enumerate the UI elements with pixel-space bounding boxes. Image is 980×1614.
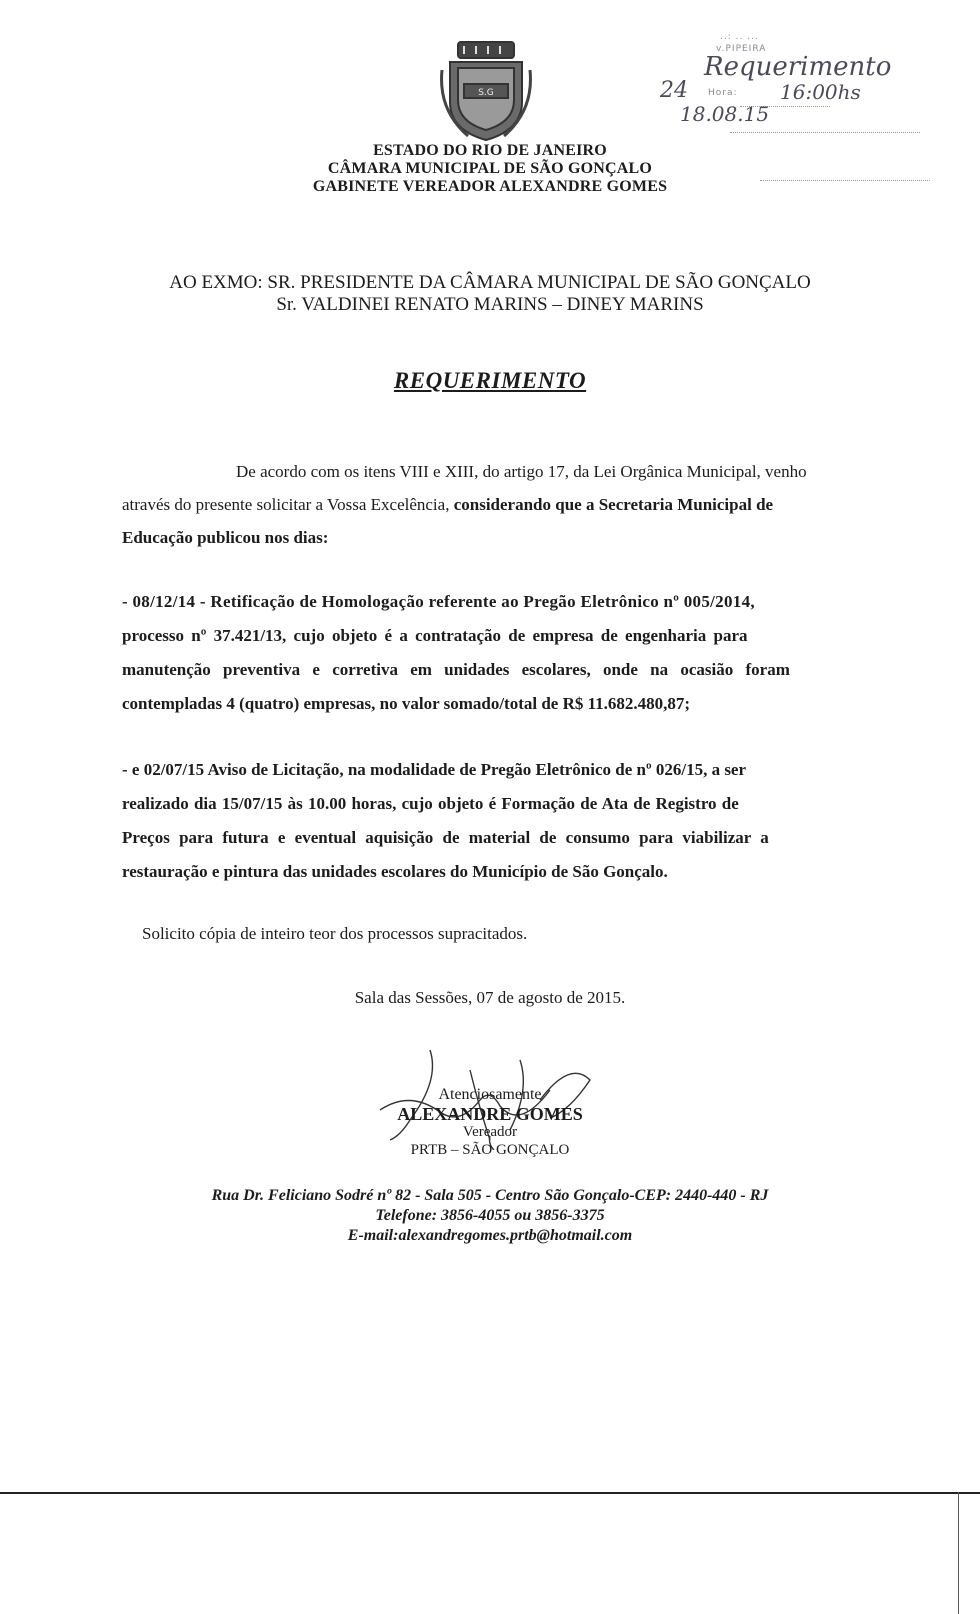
signer-party: PRTB – SÃO GONÇALO: [410, 1142, 570, 1158]
addressee-line-1: AO EXMO: SR. PRESIDENTE DA CÂMARA MUNICIPAL DE SÃO GONÇALO: [169, 272, 811, 293]
footer-address: Rua Dr. Feliciano Sodré nº 82 - Sala 505 - Centro São Gonçalo-CEP: 2440-440 - RJ: [211, 1187, 769, 1204]
body-p1-line-3: Educação publicou nos dias:: [122, 528, 329, 547]
stamp-handwritten-number: 24: [660, 78, 688, 103]
body-p3-line-2: realizado dia 15/07/15 às 10.00 horas, cujo objeto é Formação de Ata de Registro de: [122, 794, 739, 813]
signer-role: Vereador: [462, 1124, 518, 1140]
body-p3-line-3: Preços para futura e eventual aquisição de material de consumo para viabilizar a: [122, 828, 769, 847]
closing-salutation: Atenciosamente: [438, 1086, 542, 1103]
request-sentence: Solicito cópia de inteiro teor dos processos supracitados.: [142, 924, 528, 943]
svg-text:S.G: S.G: [478, 88, 494, 98]
place-date: Sala das Sessões, 07 de agosto de 2015.: [354, 988, 626, 1007]
addressee-line-2: Sr. VALDINEI RENATO MARINS – DINEY MARINS: [276, 294, 704, 315]
document-title: REQUERIMENTO: [393, 368, 587, 393]
header-state: ESTADO DO RIO DE JANEIRO: [373, 142, 607, 159]
body-p2-line-1: - 08/12/14 - Retificação de Homologação referente ao Pregão Eletrônico nº 005/2014,: [122, 592, 755, 611]
header-chamber: CÂMARA MUNICIPAL DE SÃO GONÇALO: [327, 160, 653, 177]
stamp-date: 18.08.15: [680, 102, 770, 126]
stamp-hora-value: 16:00hs: [780, 80, 861, 104]
scan-page-edge-side: [958, 1492, 959, 1614]
footer-email: E-mail:alexandregomes.prtb@hotmail.com: [347, 1227, 633, 1244]
body-p1-line-2b: considerando que a Secretaria Municipal de: [453, 495, 774, 514]
stamp-line-2: v.PIPEIRA: [716, 44, 767, 54]
body-p2-line-3: manutenção preventiva e corretiva em unidades escolares, onde na ocasião foram: [122, 660, 790, 679]
stamp-hora-label: Hora:: [708, 88, 738, 98]
body-p1-line-1: De acordo com os itens VIII e XIII, do artigo 17, da Lei Orgânica Municipal, venho: [236, 462, 807, 481]
stamp-handwritten-word: Requerimento: [704, 52, 892, 82]
header-office: GABINETE VEREADOR ALEXANDRE GOMES: [312, 178, 668, 195]
footer-phone: Telefone: 3856-4055 ou 3856-3375: [375, 1207, 605, 1224]
body-p1-line-2: [122, 495, 773, 515]
coat-of-arms-icon: [438, 40, 534, 144]
body-p3-line-4: restauração e pintura das unidades escolares do Município de São Gonçalo.: [122, 862, 668, 881]
body-p3-line-1: - e 02/07/15 Aviso de Licitação, na modalidade de Pregão Eletrônico de nº 026/15, a ser: [122, 760, 747, 779]
body-p1-line-2a: através do presente solicitar a Vossa Excelência,: [122, 495, 450, 514]
signer-name: ALEXANDRE GOMES: [397, 1104, 583, 1124]
body-p2-line-2: processo nº 37.421/13, cujo objeto é a contratação de empresa de engenharia para: [122, 626, 748, 645]
stamp-line-1: ..: .. ...: [720, 32, 759, 42]
scan-page-edge: [0, 1492, 980, 1494]
body-p2-line-4: contempladas 4 (quatro) empresas, no valor somado/total de R$ 11.682.480,87;: [122, 694, 691, 713]
